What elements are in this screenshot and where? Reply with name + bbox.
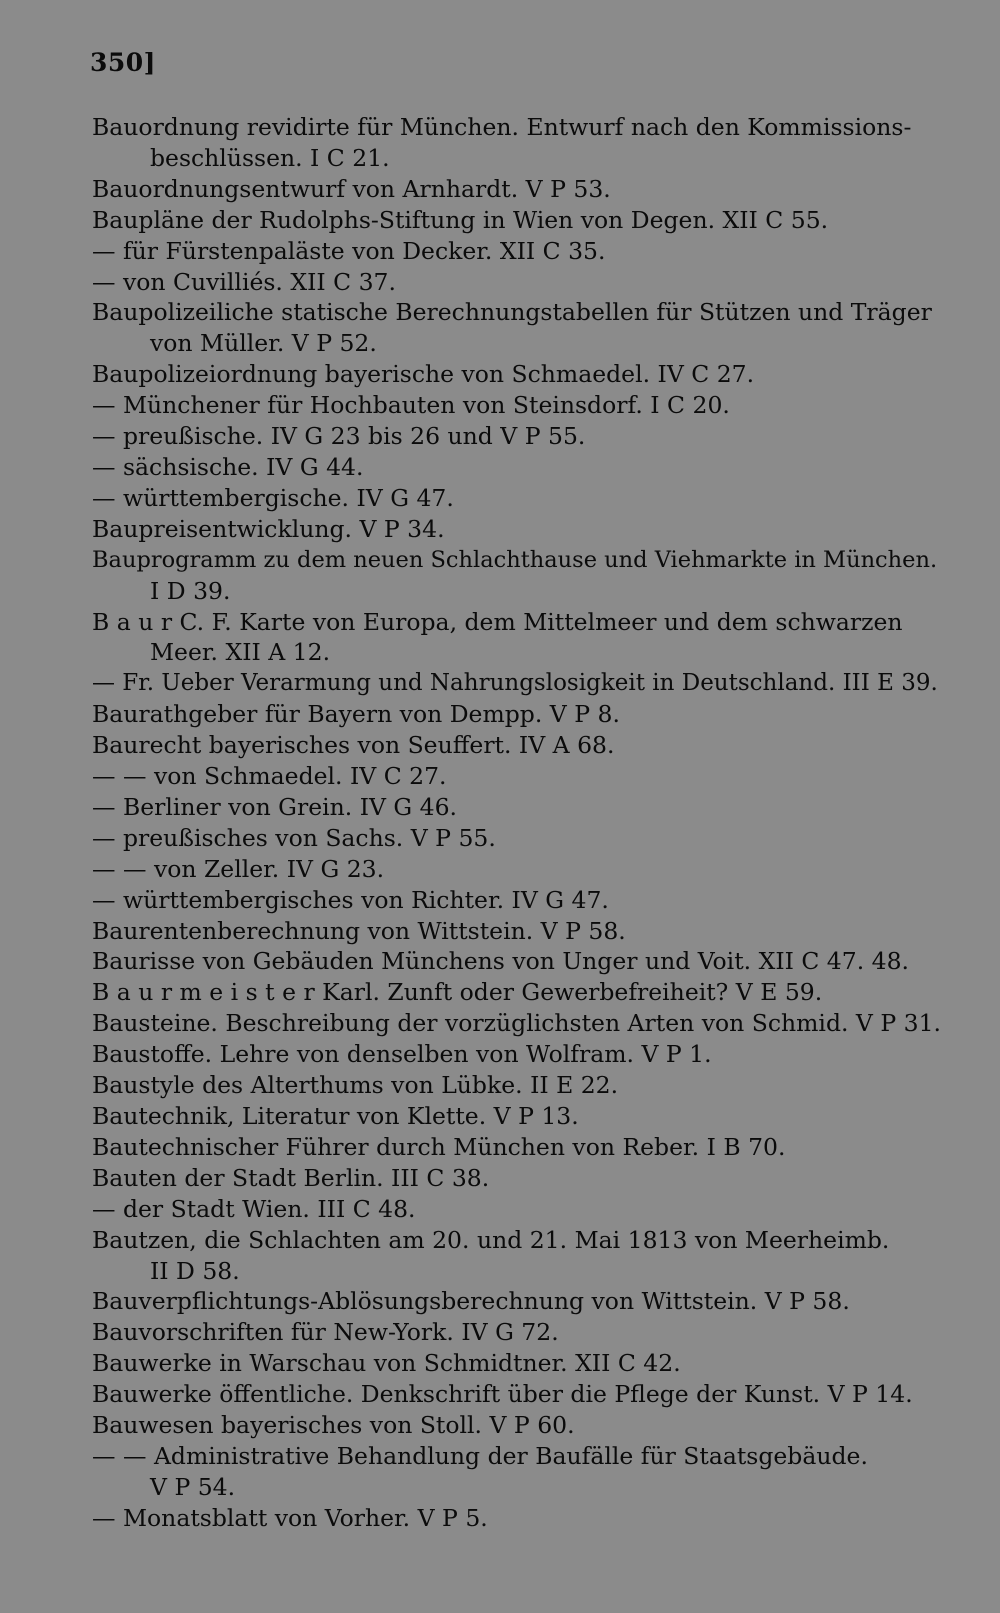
index-entry: [92, 1163, 952, 1194]
index-entry: [92, 174, 952, 205]
entry-continuation-line: beschlüssen. I C 21.: [150, 143, 390, 172]
entry-line: Baurathgeber für Bayern von Dempp. V P 8.: [92, 700, 620, 729]
index-entry: [92, 1410, 952, 1441]
index-entry: [92, 514, 952, 545]
index-entry: [92, 946, 952, 977]
entry-line: — für Fürstenpaläste von Decker. XII C 35.: [92, 236, 606, 265]
index-entries-list: [92, 112, 952, 1534]
entry-line: Bauordnungsentwurf von Arnhardt. V P 53.: [92, 174, 611, 203]
index-entry: [92, 421, 952, 452]
index-entry: [92, 607, 952, 669]
index-entry: [92, 854, 952, 885]
entry-line: — Monatsblatt von Vorher. V P 5.: [92, 1503, 488, 1532]
entry-line: Baustyle des Alterthums von Lübke. II E 22.: [92, 1071, 619, 1100]
entry-line: Bauten der Stadt Berlin. III C 38.: [92, 1163, 490, 1192]
entry-line: — preußisches von Sachs. V P 55.: [92, 823, 496, 852]
entry-line: Bauordnung revidirte für München. Entwurf nach den Kommissions-: [92, 113, 912, 141]
entry-continuation-line: I D 39.: [150, 576, 231, 605]
index-entry: [92, 730, 952, 761]
index-entry: [92, 483, 952, 514]
index-entry: [92, 1132, 952, 1163]
entry-line: — Fr. Ueber Verarmung und Nahrungslosigkeit in Deutschland. III E 39.: [92, 670, 938, 697]
index-entry: [92, 1101, 952, 1132]
entry-line: — — von Zeller. IV G 23.: [92, 854, 385, 883]
entry-line: Bauwesen bayerisches von Stoll. V P 60.: [92, 1411, 575, 1440]
index-entry: [92, 1441, 952, 1503]
index-entry: [92, 205, 952, 236]
entry-line: — der Stadt Wien. III C 48.: [92, 1194, 416, 1223]
entry-continuation-line: von Müller. V P 52.: [150, 329, 377, 358]
index-entry: [92, 390, 952, 421]
index-entry: [92, 668, 952, 699]
entry-line: Baupolizeiordnung bayerische von Schmaedel. IV C 27.: [92, 360, 755, 389]
index-entry: [92, 977, 952, 1008]
index-entry: [92, 297, 952, 359]
entry-line: Bauwerke öffentliche. Denkschrift über die Pflege der Kunst. V P 14.: [92, 1380, 913, 1409]
index-entry: [92, 761, 952, 792]
index-entry: [92, 792, 952, 823]
index-entry: [92, 359, 952, 390]
index-entry: [92, 236, 952, 267]
entry-line: — — Administrative Behandlung der Baufälle für Staatsgebäude.: [92, 1441, 868, 1470]
entry-line: Baurecht bayerisches von Seuffert. IV A 68.: [92, 731, 615, 760]
index-entry: [92, 823, 952, 854]
entry-continuation-line: Meer. XII A 12.: [150, 638, 331, 667]
entry-line: — sächsische. IV G 44.: [92, 452, 364, 481]
index-entry: [92, 452, 952, 483]
entry-line: Bauvorschriften für New-York. IV G 72.: [92, 1318, 559, 1347]
entry-line: Bausteine. Beschreibung der vorzüglichsten Arten von Schmid. V P 31.: [92, 1009, 942, 1038]
entry-line: Baustoffe. Lehre von denselben von Wolfram. V P 1.: [92, 1040, 712, 1069]
entry-line: Baupläne der Rudolphs-Stiftung in Wien von Degen. XII C 55.: [92, 205, 829, 234]
index-entry: [92, 1039, 952, 1070]
index-entry: [92, 1348, 952, 1379]
index-entry: [92, 1225, 952, 1287]
page-number: 350]: [90, 48, 157, 77]
entry-line: Baurisse von Gebäuden Münchens von Unger und Voit. XII C 47. 48.: [92, 947, 910, 976]
entry-line: Baupolizeiliche statische Berechnungstabellen für Stützen und Träger: [92, 298, 932, 327]
entry-line: B a u r m e i s t e r Karl. Zunft oder Gewerbefreiheit? V E 59.: [92, 978, 823, 1007]
entry-line: Bautzen, die Schlachten am 20. und 21. Mai 1813 von Meerheimb.: [92, 1225, 890, 1254]
entry-line: — Berliner von Grein. IV G 46.: [92, 792, 458, 821]
index-entry: [92, 1194, 952, 1225]
entry-line: Bautechnik, Literatur von Klette. V P 13.: [92, 1102, 579, 1130]
entry-line: Bautechnischer Führer durch München von Reber. I B 70.: [92, 1132, 786, 1161]
index-entry: [92, 1008, 952, 1039]
index-entry: [92, 112, 952, 174]
entry-line: — württembergische. IV G 47.: [92, 483, 454, 512]
index-entry: [92, 1317, 952, 1348]
entry-line: Bauverpflichtungs-Ablösungsberechnung von Wittstein. V P 58.: [92, 1287, 850, 1316]
index-entry: [92, 1503, 952, 1534]
index-entry: [92, 699, 952, 730]
entry-line: Baupreisentwicklung. V P 34.: [92, 514, 445, 543]
index-entry: [92, 1070, 952, 1101]
index-entry: [92, 1379, 952, 1410]
entry-line: Bauwerke in Warschau von Schmidtner. XII C 42.: [92, 1349, 681, 1378]
index-entry: [92, 267, 952, 298]
entry-line: — württembergisches von Richter. IV G 47.: [92, 885, 609, 914]
entry-continuation-line: II D 58.: [150, 1256, 240, 1285]
entry-line: Bauprogramm zu dem neuen Schlachthause und Viehmarkte in München.: [92, 546, 938, 573]
entry-line: — preußische. IV G 23 bis 26 und V P 55.: [92, 422, 586, 451]
entry-line: — — von Schmaedel. IV C 27.: [92, 762, 447, 791]
entry-line: Baurentenberechnung von Wittstein. V P 58.: [92, 916, 626, 945]
entry-line: — von Cuvilliés. XII C 37.: [92, 267, 396, 296]
index-entry: [92, 916, 952, 947]
index-entry: [92, 545, 952, 607]
entry-continuation-line: V P 54.: [150, 1472, 236, 1501]
entry-line: — Münchener für Hochbauten von Steinsdorf. I C 20.: [92, 391, 730, 420]
index-entry: [92, 885, 952, 916]
index-entry: [92, 1286, 952, 1317]
entry-line: B a u r C. F. Karte von Europa, dem Mittelmeer und dem schwarzen: [92, 607, 903, 636]
